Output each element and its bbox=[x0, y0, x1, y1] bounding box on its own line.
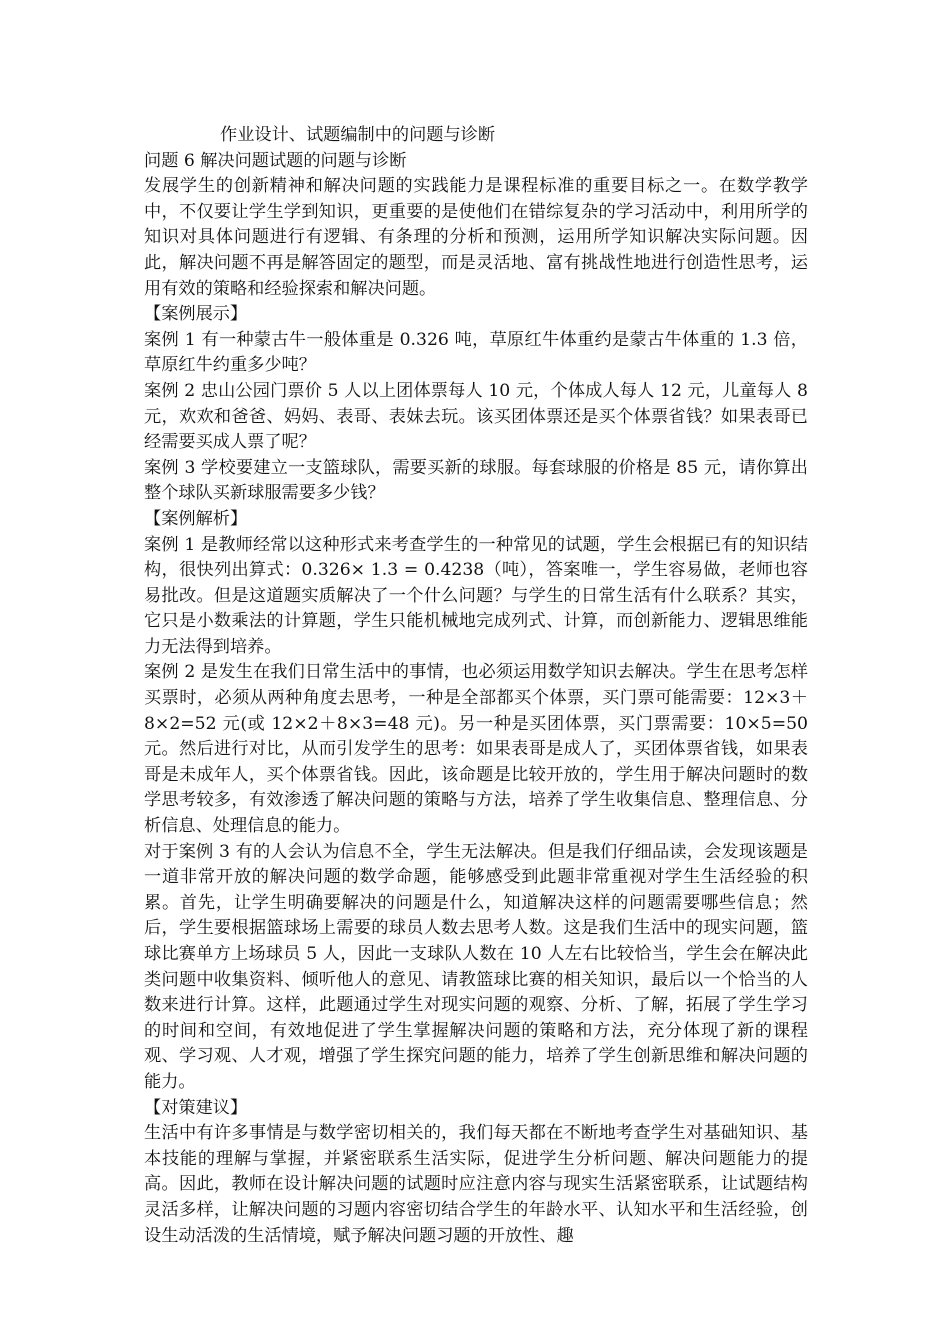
document-subtitle: 问题 6 解决问题试题的问题与诊断 bbox=[144, 150, 407, 171]
document-title: 作业设计、试题编制中的问题与诊断 bbox=[220, 125, 496, 145]
analysis-case-3-paragraph: 对于案例 3 有的人会认为信息不全，学生无法解决。但是我们仔细品读，会发现该题是一道非常开放的解决问题的数学命题，能够感受到此题非常重视对学生生活经验的积累。首先，让学生明确要解决的问题是什么，知道解决这样的问题需要哪些信息；然后，学生要根据篮球场上需要的球员人数去思考人数。这是我们生活中的现实问题，篮球比赛单方上场球员 5 人，因此一支球队人数在 10 人左右比较恰当，学生会在解决此类问题中收集资料、倾听他人的意见、请教篮球比赛的相关知识，最后以一个恰当的人数来进行计算。这样，此题通过学生对现实问题的观察、分析、了解，拓展了学生学习的时间和空间，有效地促进了学生掌握解决问题的策略和方法，充分体现了新的课程观、学习观、人才观，增强了学生探究问题的能力，培养了学生创新思维和解决问题的能力。 bbox=[144, 841, 808, 1092]
case-1-paragraph: 案例 1 有一种蒙古牛一般体重是 0.326 吨，草原红牛体重约是蒙古牛体重的 1.3 倍，草原红牛约重多少吨？ bbox=[144, 329, 808, 376]
section-heading-suggestions: 【对策建议】 bbox=[144, 1097, 248, 1118]
analysis-case-1-paragraph: 案例 1 是教师经常以这种形式来考查学生的一种常见的试题，学生会根据已有的知识结构，很快列出算式：0.326× 1.3 = 0.4238（吨），答案唯一，学生容易做，老师也容易批改。但是这道题实质解决了一个什么问题？与学生的日常生活有什么联系？其实，它只是小数乘法的计算题，学生只能机械地完成列式、计算，而创新能力、逻辑思维能力无法得到培养。 bbox=[144, 534, 808, 657]
intro-paragraph: 发展学生的创新精神和解决问题的实践能力是课程标准的重要目标之一。在数学教学中，不仅要让学生学到知识，更重要的是使他们在错综复杂的学习活动中，利用所学的知识对具体问题进行有逻辑、有条理的分析和预测，运用所学知识解决实际问题。因此，解决问题不再是解答固定的题型，而是灵活地、富有挑战性地进行创造性思考，运用有效的策略和经验探索和解决问题。 bbox=[144, 176, 808, 299]
suggestions-paragraph: 生活中有许多事情是与数学密切相关的，我们每天都在不断地考查学生对基础知识、基本技能的理解与掌握，并紧密联系生活实际，促进学生分析问题、解决问题能力的提高。因此，教师在设计解决问题的试题时应注意内容与现实生活紧密联系，让试题结构灵活多样，让解决问题的习题内容密切结合学生的年龄水平、认知水平和生活经验，创设生动活泼的生活情境，赋予解决问题习题的开放性、趣 bbox=[144, 1123, 808, 1246]
section-heading-cases: 【案例展示】 bbox=[144, 304, 248, 325]
case-2-paragraph: 案例 2 忠山公园门票价 5 人以上团体票每人 10 元，个体成人每人 12 元，儿童每人 8 元，欢欢和爸爸、妈妈、表哥、表妹去玩。该买团体票还是买个体票省钱？如果表哥已经需要买成人票了呢？ bbox=[144, 380, 808, 453]
case-3-paragraph: 案例 3 学校要建立一支篮球队，需要买新的球服。每套球服的价格是 85 元，请你算出整个球队买新球服需要多少钱？ bbox=[144, 457, 808, 504]
section-heading-analysis: 【案例解析】 bbox=[144, 508, 248, 529]
document-body bbox=[144, 123, 808, 1249]
analysis-case-2-paragraph: 案例 2 是发生在我们日常生活中的事情，也必须运用数学知识去解决。学生在思考怎样买票时，必须从两种角度去思考，一种是全部都买个体票，买门票可能需要：12×3＋8×2=52 元(或 12×2＋8×3=48 元)。另一种是买团体票，买门票需要：10×5=50 元。然后进行对比，从而引发学生的思考：如果表哥是成人了，买团体票省钱，如果表哥是未成年人，买个体票省钱。因此，该命题是比较开放的，学生用于解决问题时的数学思考较多，有效渗透了解决问题的策略与方法，培养了学生收集信息、整理信息、分析信息、处理信息的能力。 bbox=[144, 662, 808, 837]
